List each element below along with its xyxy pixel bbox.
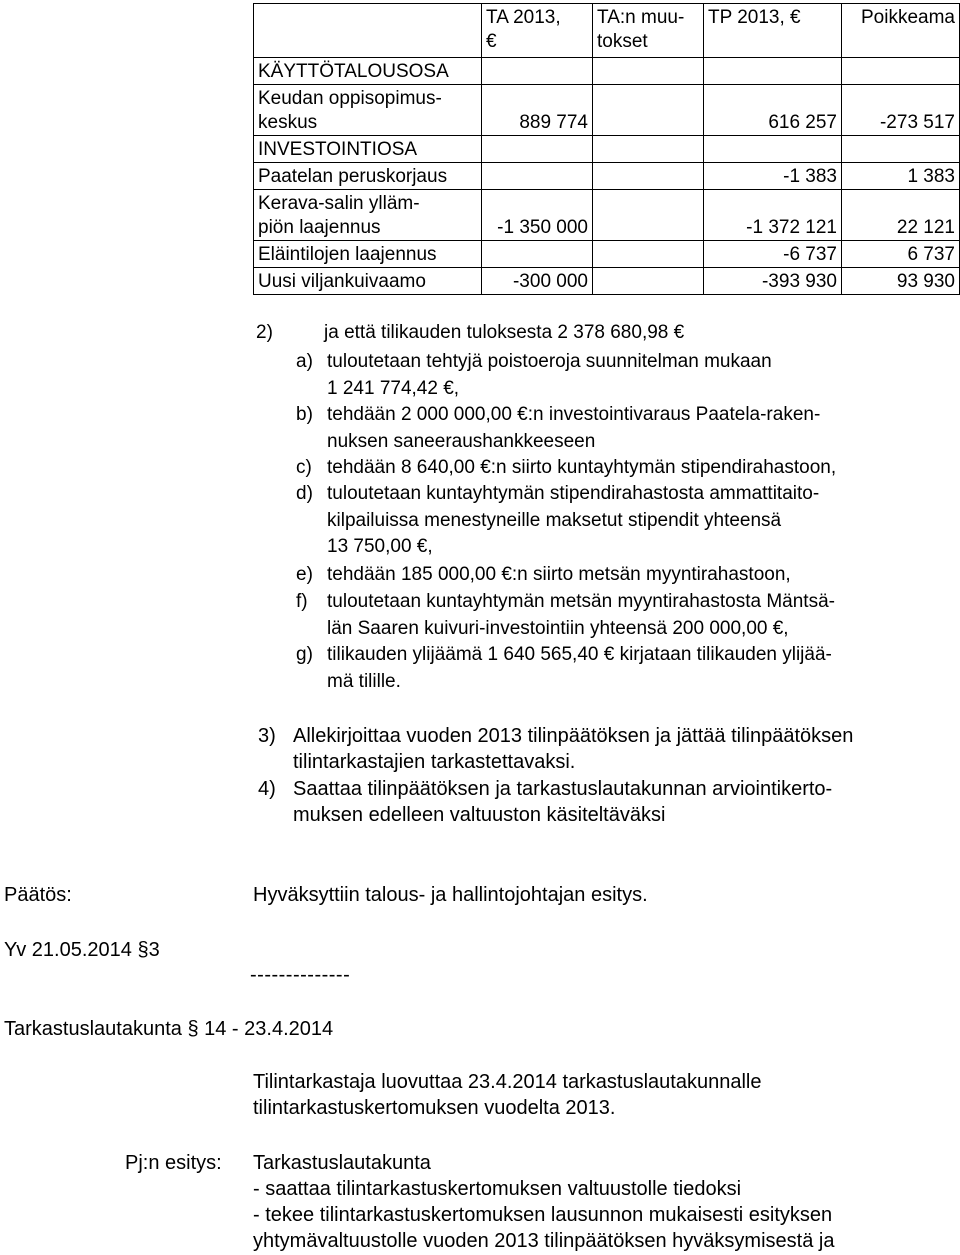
pj-line-4: yhtymävaltuustolle vuoden 2013 tilinpäätöksen hyväksymisestä ja	[253, 1230, 835, 1252]
sub-item-letter: b)	[296, 404, 313, 425]
cell-tan	[593, 136, 704, 163]
header-empty	[254, 4, 482, 58]
item-2-text: ja että tilikauden tuloksesta 2 378 680,98 €	[324, 322, 685, 343]
row-label-line: piön laajennus	[258, 217, 381, 238]
item-4-line-2: muksen edelleen valtuuston käsiteltäväksi	[293, 804, 666, 826]
cell-poik	[842, 58, 960, 85]
cell-ta: -1 350 000	[482, 190, 593, 241]
decision-text: Hyväksyttiin talous- ja hallintojohtajan esitys.	[253, 884, 648, 906]
cell-tp: -1 372 121	[704, 190, 842, 241]
cell-tp: -393 930	[704, 268, 842, 295]
header-poikkeama: Poikkeama	[842, 4, 960, 58]
table-section-row	[254, 136, 960, 163]
item-3-number: 3)	[258, 725, 276, 747]
budget-table	[253, 3, 960, 295]
sub-item-line: tehdään 8 640,00 €:n siirto kuntayhtymän stipendirahastoon,	[327, 457, 837, 478]
row-label-line: keskus	[258, 112, 318, 133]
sub-item-line: kilpailuissa menestyneille maksetut stipendit yhteensä	[327, 509, 782, 531]
sub-item-letter: g)	[296, 644, 313, 665]
sub-item-letter: d)	[296, 483, 313, 504]
sub-item-line: tuloutetaan kuntayhtymän stipendirahastosta ammattitaito-	[327, 483, 820, 504]
sub-item-line: mä tilille.	[327, 670, 401, 692]
cell-tan	[593, 241, 704, 268]
yv-reference: Yv 21.05.2014 §3	[4, 939, 160, 961]
row-label-line: Paatelan peruskorjaus	[258, 166, 448, 187]
sub-item-letter: f)	[296, 591, 308, 612]
header-tp-2013: TP 2013, €	[704, 4, 842, 58]
tilintarkastaja-line-2: tilintarkastuskertomuksen vuodelta 2013.	[253, 1097, 616, 1119]
header-ta-2013: TA 2013, €	[482, 4, 593, 58]
cell-tan	[593, 58, 704, 85]
cell-ta	[482, 136, 593, 163]
cell-poik: -273 517	[842, 85, 960, 136]
pj-line-1: Tarkastuslautakunta	[253, 1152, 431, 1174]
sub-item-line: nuksen saneeraushankkeeseen	[327, 430, 596, 452]
cell-tp: 616 257	[704, 85, 842, 136]
item-4-line-1: Saattaa tilinpäätöksen ja tarkastuslautakunnan arviointikerto-	[293, 778, 833, 800]
cell-tp	[704, 58, 842, 85]
row-label-line: Keudan oppisopimus-	[258, 88, 442, 109]
item-4-number: 4)	[258, 778, 276, 800]
cell-tan	[593, 85, 704, 136]
cell-tan	[593, 190, 704, 241]
sub-item-line: tehdään 185 000,00 €:n siirto metsän myyntirahastoon,	[327, 564, 791, 585]
table-row	[254, 241, 960, 268]
sub-item-line: län Saaren kuivuri-investointiin yhteensä 200 000,00 €,	[327, 617, 789, 639]
row-label	[254, 163, 482, 190]
item-3-line-2: tilintarkastajien tarkastettavaksi.	[293, 751, 576, 773]
decision-label: Päätös:	[4, 884, 72, 906]
row-label-line: Eläintilojen laajennus	[258, 244, 437, 265]
header-ta-muutokset: TA:n muu- tokset	[593, 4, 704, 58]
cell-ta	[482, 241, 593, 268]
cell-poik: 1 383	[842, 163, 960, 190]
pj-line-3: - tekee tilintarkastuskertomuksen lausunnon mukaisesti esityksen	[253, 1204, 833, 1226]
sub-item-letter: a)	[296, 351, 313, 372]
table-row	[254, 268, 960, 295]
cell-poik: 22 121	[842, 190, 960, 241]
table-row	[254, 85, 960, 136]
cell-tp	[704, 136, 842, 163]
cell-poik: 6 737	[842, 241, 960, 268]
cell-ta	[482, 163, 593, 190]
row-label-line: INVESTOINTIOSA	[258, 139, 418, 160]
cell-tan	[593, 268, 704, 295]
cell-ta: -300 000	[482, 268, 593, 295]
cell-poik	[842, 136, 960, 163]
item-3-line-1: Allekirjoittaa vuoden 2013 tilinpäätöksen ja jättää tilinpäätöksen	[293, 725, 854, 747]
pj-line-2: - saattaa tilintarkastuskertomuksen valtuustolle tiedoksi	[253, 1178, 742, 1200]
cell-tan	[593, 163, 704, 190]
item-2-number: 2)	[256, 322, 273, 343]
row-label	[254, 58, 482, 85]
row-label	[254, 241, 482, 268]
cell-ta	[482, 58, 593, 85]
table-row	[254, 190, 960, 241]
row-label-line: Kerava-salin ylläm-	[258, 193, 420, 214]
row-label	[254, 85, 482, 136]
tarkastuslautakunta-reference: Tarkastuslautakunta § 14 - 23.4.2014	[4, 1018, 334, 1040]
row-label	[254, 190, 482, 241]
sub-item-letter: e)	[296, 564, 313, 585]
sub-item-line: tuloutetaan kuntayhtymän metsän myyntirahastosta Mäntsä-	[327, 591, 835, 612]
row-label-line: Uusi viljankuivaamo	[258, 271, 426, 292]
cell-poik: 93 930	[842, 268, 960, 295]
separator-dashes: --------------	[250, 964, 351, 986]
table-row	[254, 163, 960, 190]
table-section-row	[254, 58, 960, 85]
cell-tp: -6 737	[704, 241, 842, 268]
sub-item-line: tehdään 2 000 000,00 €:n investointivaraus Paatela-raken-	[327, 404, 821, 425]
cell-tp: -1 383	[704, 163, 842, 190]
sub-item-line: 13 750,00 €,	[327, 536, 433, 557]
sub-item-line: tilikauden ylijäämä 1 640 565,40 € kirjataan tilikauden ylijää-	[327, 644, 832, 665]
sub-item-line: tuloutetaan tehtyjä poistoeroja suunnitelman mukaan	[327, 351, 772, 372]
pj-esitys-label: Pj:n esitys:	[125, 1152, 222, 1174]
sub-item-letter: c)	[296, 457, 312, 478]
row-label-line: KÄYTTÖTALOUSOSA	[258, 61, 449, 82]
tilintarkastaja-line-1: Tilintarkastaja luovuttaa 23.4.2014 tarkastuslautakunnalle	[253, 1071, 762, 1093]
sub-item-line: 1 241 774,42 €,	[327, 377, 460, 399]
row-label	[254, 136, 482, 163]
row-label	[254, 268, 482, 295]
cell-ta: 889 774	[482, 85, 593, 136]
table-header-row	[254, 4, 960, 58]
